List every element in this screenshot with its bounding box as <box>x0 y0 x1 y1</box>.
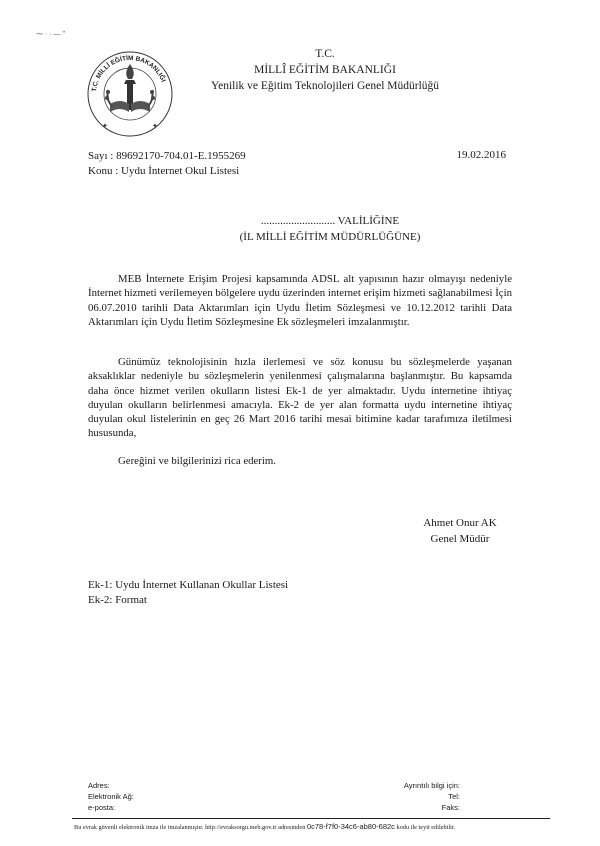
svg-text:T.C. MİLLÎ EĞİTİM BAKANLIĞI: T.C. MİLLÎ EĞİTİM BAKANLIĞI <box>91 54 167 93</box>
footer-email-label: e-posta: <box>88 803 116 812</box>
verification-suffix: kodu ile teyit edilebilir. <box>394 824 456 831</box>
body-paragraph-3-text: Gereğini ve bilgilerinizi rica ederim. <box>118 455 276 467</box>
ministry-seal-icon <box>82 44 178 140</box>
ministry-seal-logo <box>82 44 178 140</box>
addressee-line2: (İL MİLLİ EĞİTİM MÜDÜRLÜĞÜNE) <box>239 231 421 243</box>
verification-code: 0c78-f7f0-34c6-ab80-682c <box>306 822 395 831</box>
footer-network-label: Elektronik Ağ: <box>88 792 134 801</box>
letterhead <box>185 46 465 94</box>
verification-prefix: Bu evrak güvenli elektronik imza ile imzalanmıştır. http://evraksorgu.meb.gov.tr adresinden <box>74 824 307 831</box>
document-subject: Konu : Uydu İnternet Okul Listesi <box>88 165 240 177</box>
letterhead-ministry: MİLLÎ EĞİTİM BAKANLIĞI <box>254 64 396 76</box>
verification-note <box>74 822 554 831</box>
signature-block <box>405 515 515 547</box>
footer-divider <box>72 818 550 819</box>
footer-info-label: Ayrıntılı bilgi için: <box>403 781 460 790</box>
body-paragraph-1-text: MEB İnternete Erişim Projesi kapsamında ADSL alt yapısının hazır olmayışı nedeniyle İnternet hizmeti verilemeyen bölgelere uydu üzerinden internet erişim hizmeti sağlanabilmesi İçin 06.07.2010 tarihli Data Aktarımları için Uydu İletim Sözleşmesi ve 10.12.2012 tarihli Data Aktarımları için Uydu İletim Sözleşmesine Ek sözleşmeleri imzalanmıştır. <box>88 273 512 328</box>
footer-address-label: Adres: <box>88 781 110 790</box>
footer-contact-right <box>340 780 460 813</box>
footer-phone-label: Tel: <box>448 792 460 801</box>
signatory-title: Genel Müdür <box>430 533 490 545</box>
body-paragraph-3 <box>88 454 512 468</box>
svg-text:✦: ✦ <box>152 123 158 130</box>
body-paragraph-1 <box>88 272 512 329</box>
attachments-list <box>88 578 288 608</box>
document-meta <box>88 149 246 179</box>
footer-contact-left <box>88 780 134 813</box>
body-paragraph-2-text: Günümüz teknolojisinin hızla ilerlemesi ve söz konusu bu sözleşmelerde yaşanan aksaklıklar nedeniyle bu sözleşmelerin yenilenmesi çalışmalarına başlanmıştır. Bu kapsamda daha önce hizmet verilen okulların listesi Ek-1 de yer almaktadır. Uydu internetine ihtiyaç duyulan okulların belirlenmesi amacıyla. Ek-2 de yer alan formatta uydu internetine ihtiyaç duyulan okul listelerinin en geç 26 Mart 2016 tarihi mesai bitimine kadar tarafımıza iletilmesi hususunda, <box>88 356 512 440</box>
document-number: Sayı : 89692170-704.01-E.1955269 <box>88 150 246 162</box>
signatory-name: Ahmet Onur AK <box>423 517 497 529</box>
svg-text:✦: ✦ <box>102 123 108 130</box>
letterhead-directorate: Yenilik ve Eğitim Teknolojileri Genel Müdürlüğü <box>210 80 440 92</box>
scan-marks: ⁓ · · — ʺ <box>36 31 65 38</box>
attachment-item: Ek-2: Format <box>88 594 147 606</box>
addressee-line1: ........................... VALİLİĞİNE <box>260 215 400 227</box>
body-paragraph-2 <box>88 355 512 441</box>
addressee <box>180 213 480 245</box>
letterhead-country: T.C. <box>315 48 335 60</box>
document-date: 19.02.2016 <box>456 149 506 161</box>
footer-fax-label: Faks: <box>441 803 460 812</box>
attachment-item: Ek-1: Uydu İnternet Kullanan Okullar Listesi <box>88 579 289 591</box>
